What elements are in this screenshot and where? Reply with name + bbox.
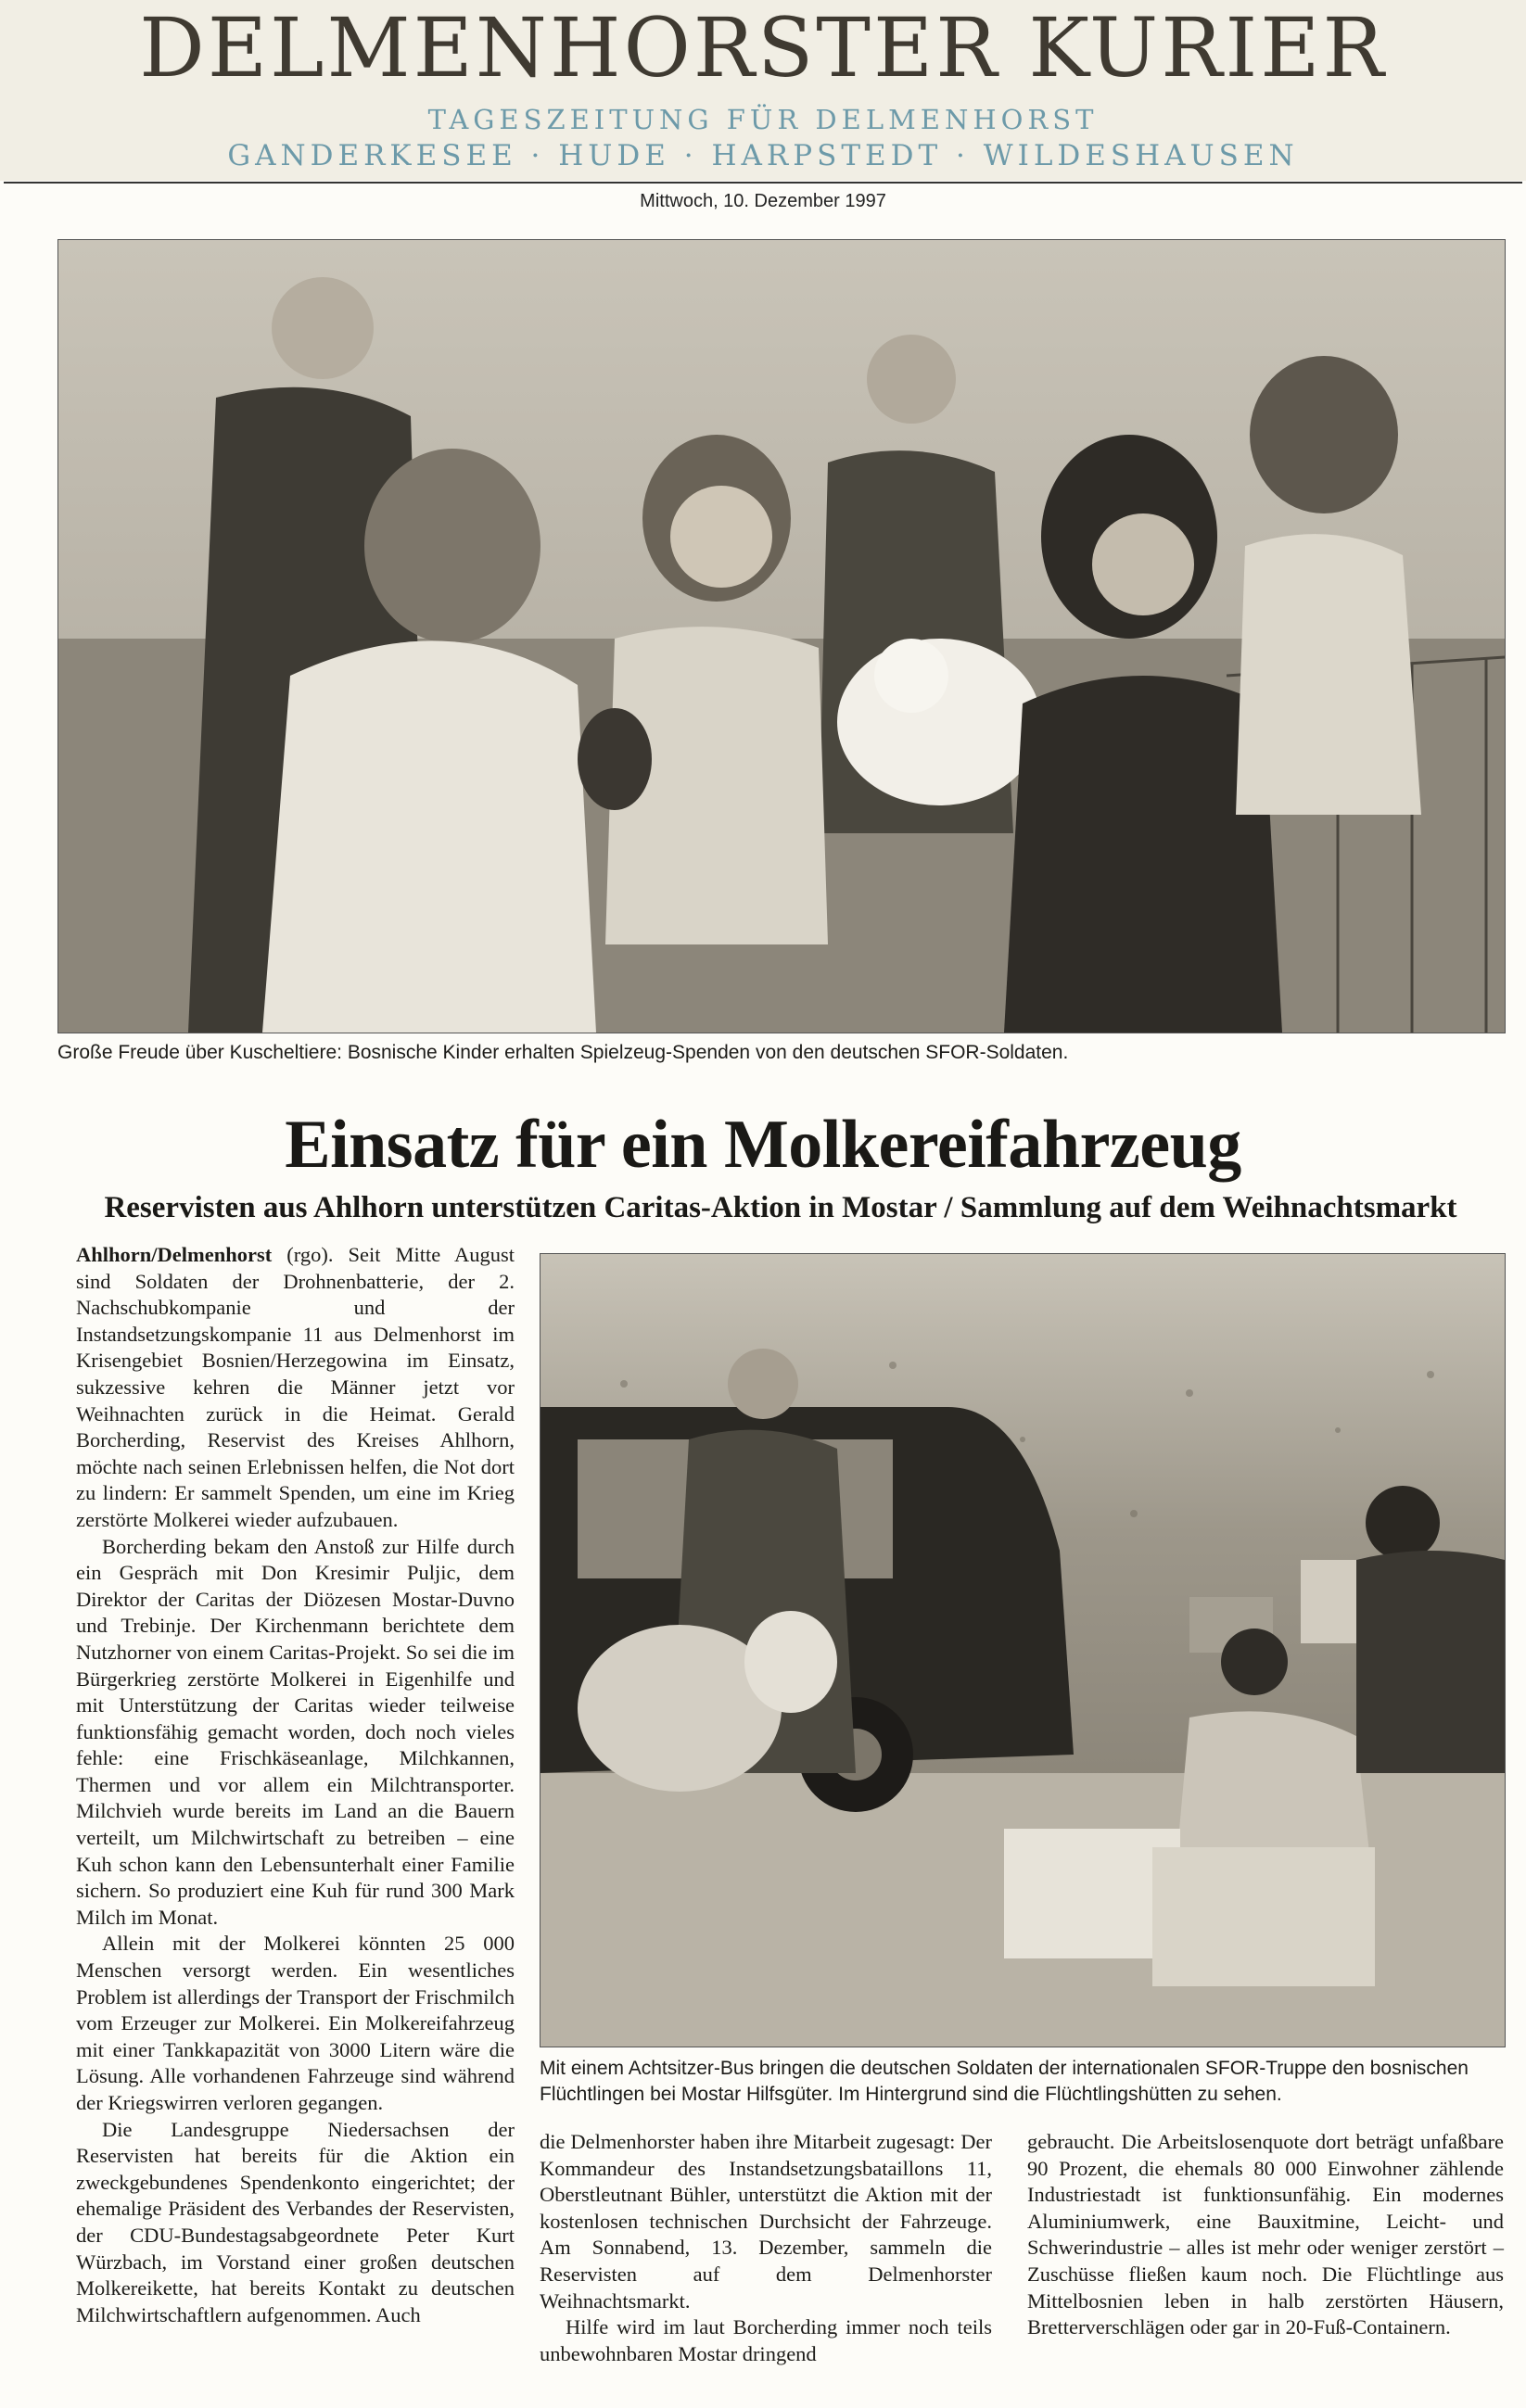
newspaper-subtitle: TAGESZEITUNG FÜR DELMENHORST — [427, 104, 1099, 135]
top-photo — [57, 239, 1506, 1033]
masthead — [0, 0, 1526, 181]
paragraph: gebraucht. Die Arbeitslosenquote dort beträgt unfaßbare 90 Prozent, die ehemals 80 000 Einwohner zählende Industriestadt ist funktionsunfähig. Ein modernes Aluminiumwerk, eine Bauxitmine, Leicht- und Schwerindustrie – alles ist mehr oder weniger zerstört – Zuschüsse fließen kaum noch. Die Flüchtlinge aus Mittelbosnien leben in halb zerstörten Häusern, Bretterverschlägen oder gar in 20-Fuß-Containern. — [1027, 2130, 1504, 2339]
paragraph-text: (rgo). Seit Mitte August sind Soldaten der Drohnenbatterie, der 2. Nachschubkompanie und der Instandsetzungskompanie 11 aus Delmenhorst im Krisengebiet Bosnien/Herzegowina im Einsatz, sukzessive kehren die Männer jetzt vor Weihnachten zurück in die Heimat. Gerald Borcherding, Reservist des Kreises Ahlhorn, möchte nach seinen Erlebnissen helfen, die Not dort zu lindern: Er sammelt Spenden, um eine im Krieg zerstörte Molkerei wieder aufzubauen. — [76, 1243, 515, 1531]
newspaper-regions: GANDERKESEE · HUDE · HARPSTEDT · WILDESHAUSEN — [227, 139, 1299, 172]
bottom-photo — [540, 1253, 1506, 2047]
paragraph: Die Landesgruppe Niedersachsen der Reservisten hat bereits für die Aktion ein zweckgebundenes Spendenkonto eingerichtet; der ehemalige Präsident des Verbandes der Reservisten, der CDU-Bundestagsabgeordnete Peter Kurt Würzbach, im Vorstand einer großen deutschen Molkereikette, hat bereits Kontakt zu deutschen Milchwirtschaftlern aufgenommen. Auch — [76, 2117, 515, 2326]
bottom-photo-caption: Mit einem Achtsitzer-Bus bringen die deutschen Soldaten der internationalen SFOR-Truppe den bosnischen Flüchtlingen bei Mostar Hilfsgüter. Im Hintergrund sind die Flüchtlingshütten zu sehen. — [540, 2058, 1469, 2105]
paragraph — [76, 1242, 515, 1534]
paragraph: Hilfe wird im laut Borcherding immer noch teils unbewohnbaren Mostar dringend — [540, 2315, 992, 2365]
masthead-rule — [4, 182, 1522, 184]
article-column-3 — [1027, 2129, 1504, 2399]
article-column-2 — [540, 2129, 992, 2399]
newspaper-title: DELMENHORSTER KURIER — [139, 0, 1387, 95]
dateline: Ahlhorn/Delmenhorst — [76, 1243, 273, 1266]
paragraph: Allein mit der Molkerei könnten 25 000 Menschen versorgt werden. Ein wesentliches Problem ist allerdings der Transport der Frischmilch vom Erzeuger zur Molkerei. Ein Molkereifahrzeug mit einer Tankkapazität von 3000 Litern wäre die Lösung. Alle vorhandenen Fahrzeuge sind während der Kriegswirren verloren gegangen. — [76, 1932, 515, 2114]
article-subheadline: Reservisten aus Ahlhorn unterstützen Caritas-Aktion in Mostar / Sammlung auf dem Weihnachtsmarkt — [104, 1191, 1457, 1224]
article-headline: Einsatz für ein Molkereifahrzeug — [285, 1107, 1241, 1183]
top-photo-caption: Große Freude über Kuscheltiere: Bosnische Kinder erhalten Spielzeug-Spenden von den deutschen SFOR-Soldaten. — [57, 1042, 1069, 1063]
publication-date: Mittwoch, 10. Dezember 1997 — [640, 191, 886, 211]
paragraph: Borcherding bekam den Anstoß zur Hilfe durch ein Gespräch mit Don Kresimir Puljic, dem Direktor der Caritas der Diözesen Mostar-Duvno und Trebinje. Der Kirchenmann berichtete dem Nutzhorner von einem Caritas-Projekt. So sei die im Bürgerkrieg zerstörte Molkerei in Eigenhilfe und mit Unterstützung der Caritas wieder teilweise funktionsfähig gemacht worden, doch noch vieles fehle: eine Frischkäseanlage, Milchkannen, Thermen und vor allem ein Milchtransporter. Milchvieh wurde bereits im Land an die Bauern verteilt, um Milchwirtschaft zu betreiben – eine Kuh schon kann den Lebensunterhalt einer Familie sichern. So produziert eine Kuh für rund 300 Mark Milch im Monat. — [76, 1534, 515, 1929]
paragraph: die Delmenhorster haben ihre Mitarbeit zugesagt: Der Kommandeur des Instandsetzungsbataillons 11, Oberstleutnant Bühler, unterstützt die Aktion mit der kostenlosen technischen Durchsicht der Fahrzeuge. Am Sonnabend, 13. Dezember, sammeln die Reservisten auf dem Delmenhorster Weihnachtsmarkt. — [540, 2130, 992, 2313]
article-column-1 — [76, 1242, 515, 2399]
